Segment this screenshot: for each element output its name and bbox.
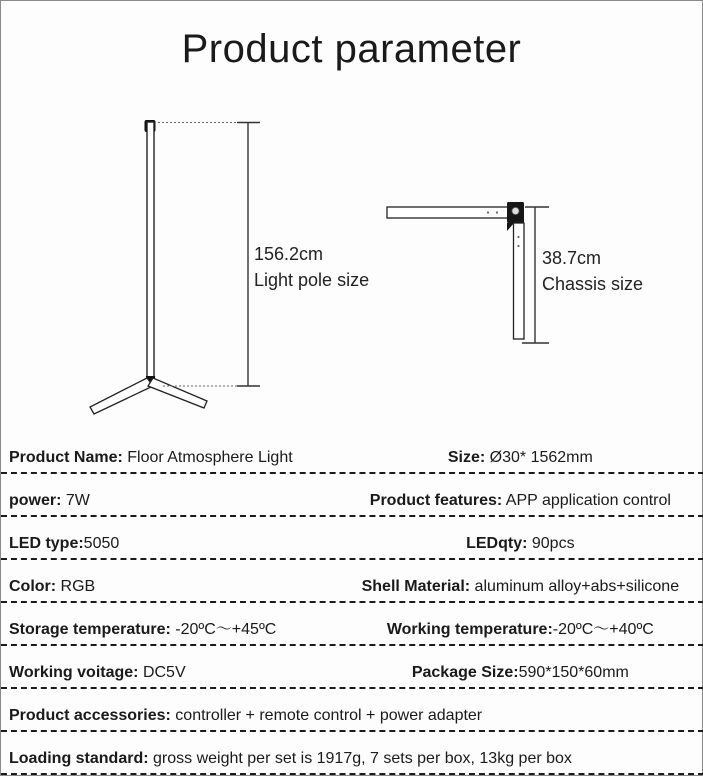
chassis-diagram	[387, 202, 643, 343]
spec-value: APP application control	[502, 492, 671, 510]
spec-cell-size	[341, 449, 700, 467]
floor-lamp-diagram	[90, 120, 369, 414]
spec-value: 90pcs	[527, 535, 575, 553]
spec-value: 7W	[61, 492, 90, 510]
spec-cell-product-name	[9, 449, 341, 467]
spec-label: power:	[9, 492, 62, 510]
spec-value: 590*150*60mm	[518, 664, 629, 682]
spec-label: Package Size:	[411, 664, 519, 682]
spec-value: gross weight per set is 1917g, 7 sets per box, 13kg per box	[148, 750, 572, 768]
spec-value: Floor Atmosphere Light	[122, 449, 293, 467]
spec-label: Working temperature:	[386, 621, 553, 639]
spec-value: RGB	[56, 578, 96, 596]
spec-value: 5050	[83, 535, 120, 553]
spec-cell-shell-material	[341, 578, 700, 596]
spec-value: Ø30* 1562mm	[485, 449, 593, 467]
spec-cell-led-type	[9, 535, 341, 553]
spec-cell-working-voltage	[9, 664, 341, 682]
table-row	[1, 646, 703, 689]
spec-table	[1, 431, 703, 775]
spec-label: Working voitage:	[9, 664, 139, 682]
spec-label: LEDqty:	[466, 535, 528, 553]
spec-value: -20ºC～+45ºC	[170, 621, 277, 639]
spec-label: Color:	[9, 578, 57, 596]
spec-cell-led-qty	[341, 535, 700, 553]
spec-label: Storage temperature:	[9, 621, 171, 639]
spec-cell-storage-temperature	[9, 621, 341, 639]
lamp-leg-right	[148, 378, 207, 408]
spec-value: aluminum alloy+abs+silicone	[470, 578, 680, 596]
chassis-horizontal-bar	[387, 207, 508, 218]
page-title: Product parameter	[181, 27, 522, 71]
spec-cell-loading-standard	[9, 750, 700, 768]
chassis-bar-hole	[487, 211, 489, 213]
chassis-joint-hole	[512, 207, 519, 214]
spec-label: LED type:	[9, 535, 84, 553]
spec-cell-working-temperature	[341, 621, 700, 639]
table-row	[1, 732, 703, 775]
table-row	[1, 517, 703, 560]
chassis-dimension-label: Chassis size	[542, 274, 644, 294]
pole-dimension-label: Light pole size	[254, 270, 370, 290]
spec-label: Shell Material:	[361, 578, 471, 596]
table-row	[1, 474, 703, 517]
spec-value: DC5V	[138, 664, 186, 682]
spec-cell-package-size	[341, 664, 700, 682]
spec-label: Size:	[447, 449, 486, 467]
diagram-area	[1, 101, 703, 433]
chassis-vertical-bar	[514, 223, 525, 339]
spec-value: -20ºC～+40ºC	[552, 621, 654, 639]
spec-cell-power	[9, 492, 341, 510]
chassis-bar-hole	[517, 245, 519, 247]
table-row	[1, 603, 703, 646]
table-row	[1, 689, 703, 732]
spec-label: Product accessories:	[9, 707, 171, 725]
chassis-bar-hole	[517, 236, 519, 238]
spec-value: controller + remote control + power adapter	[170, 707, 483, 725]
pole-dimension-value: 156.2cm	[254, 244, 324, 264]
chassis-dimension-value: 38.7cm	[542, 248, 602, 268]
spec-cell-color	[9, 578, 341, 596]
lamp-leg-left	[90, 378, 153, 414]
table-row	[1, 431, 703, 474]
spec-cell-product-features	[341, 492, 700, 510]
lamp-pole	[147, 122, 154, 378]
chassis-bar-hole	[496, 211, 498, 213]
spec-cell-product-accessories	[9, 707, 700, 725]
spec-label: Product Name:	[9, 449, 123, 467]
spec-label: Loading standard:	[9, 750, 149, 768]
table-row	[1, 560, 703, 603]
spec-label: Product features:	[369, 492, 503, 510]
